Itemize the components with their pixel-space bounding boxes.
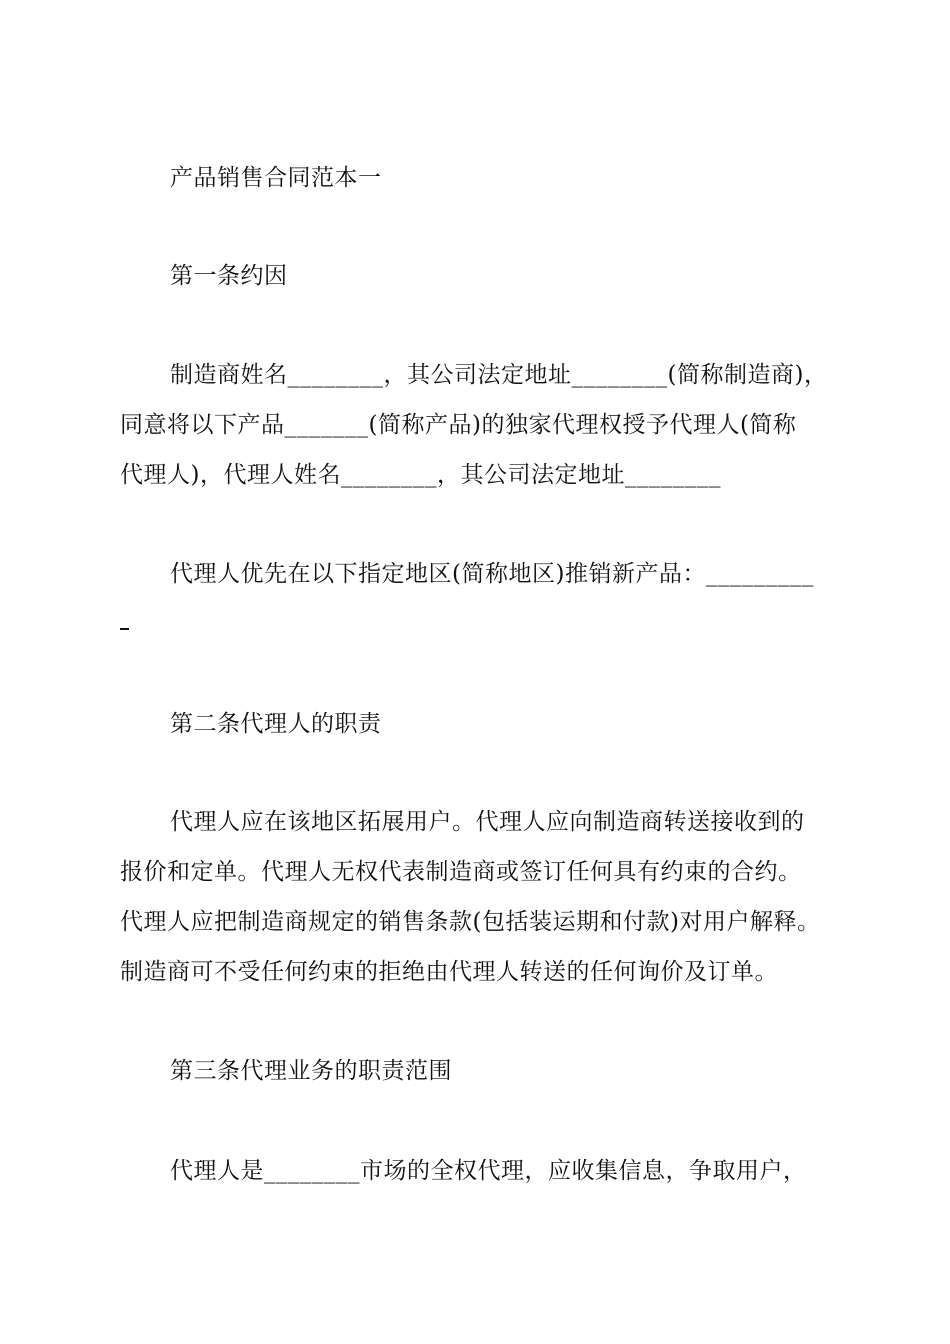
article-1-paragraph-2-line-1: 代理人优先在以下指定地区(简称地区)推销新产品：_________ bbox=[170, 561, 814, 587]
article-3-heading: 第三条代理业务的职责范围 bbox=[170, 1058, 452, 1084]
document-title: 产品销售合同范本一 bbox=[170, 165, 382, 191]
article-2-paragraph-line-1: 代理人应在该地区拓展用户。代理人应向制造商转送接收到的 bbox=[170, 809, 805, 835]
article-3-paragraph-line-1: 代理人是________市场的全权代理，应收集信息，争取用户， bbox=[170, 1158, 807, 1184]
article-1-heading: 第一条约因 bbox=[170, 263, 288, 289]
article-1-paragraph-1-line-1: 制造商姓名________，其公司法定地址________(简称制造商)， bbox=[170, 362, 828, 388]
article-2-paragraph-line-4: 制造商可不受任何约束的拒绝由代理人转送的任何询价及订单。 bbox=[120, 959, 778, 985]
article-2-heading: 第二条代理人的职责 bbox=[170, 711, 382, 737]
article-1-paragraph-1-line-2: 同意将以下产品_______(简称产品)的独家代理权授予代理人(简称 bbox=[120, 412, 797, 438]
article-2-paragraph-line-2: 报价和定单。代理人无权代表制造商或签订任何具有约束的合约。 bbox=[120, 859, 802, 885]
article-2-paragraph-line-3: 代理人应把制造商规定的销售条款(包括装运期和付款)对用户解释。 bbox=[120, 909, 821, 935]
blank-underline-continuation bbox=[120, 628, 129, 630]
article-1-paragraph-1-line-3: 代理人)，代理人姓名________，其公司法定地址________ bbox=[120, 462, 721, 488]
